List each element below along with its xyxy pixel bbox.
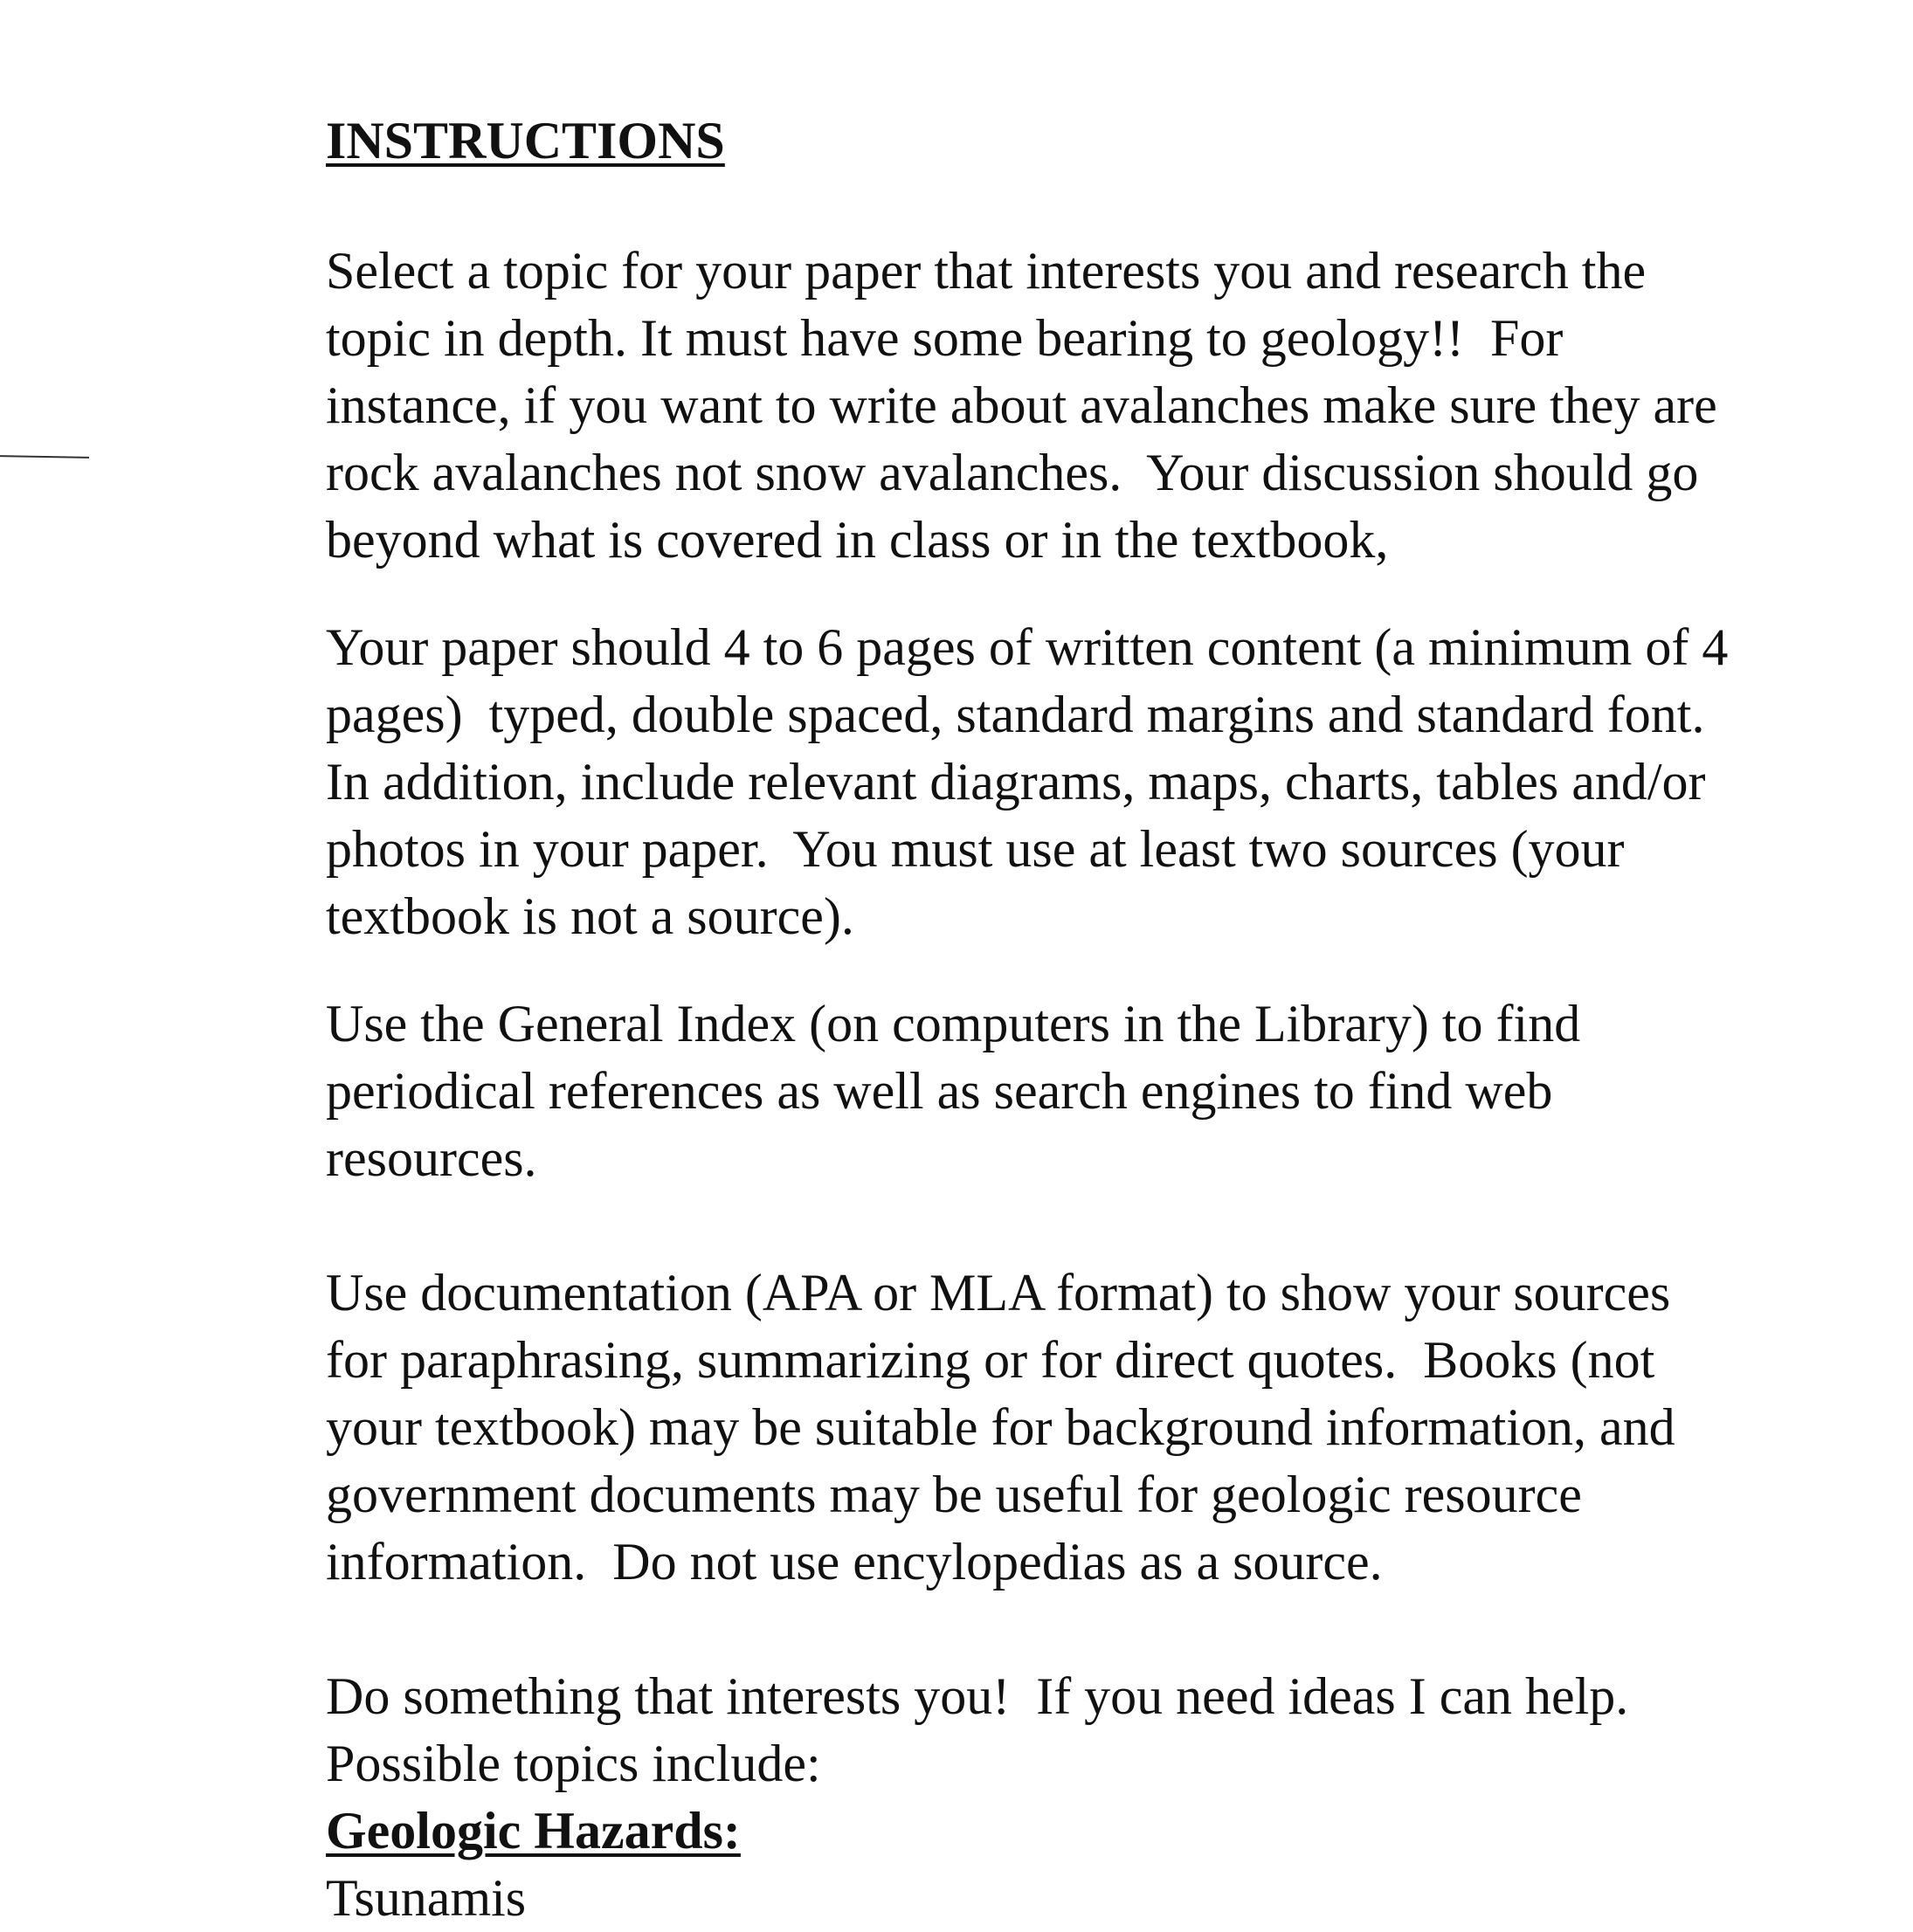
text-line: In addition, include relevant diagrams, maps, charts, tables and/or <box>326 753 1706 811</box>
text-line: your textbook) may be suitable for background information, and <box>326 1398 1675 1456</box>
text-line: Use documentation (APA or MLA format) to show your sources <box>326 1264 1671 1321</box>
text-line: information. Do not use encylopedias as a source. <box>326 1533 1383 1590</box>
paragraph-paper-requirements <box>326 614 1898 950</box>
text-line: rock avalanches not snow avalanches. Your discussion should go <box>326 444 1699 501</box>
text-line: Do something that interests you! If you need ideas I can help. <box>326 1667 1629 1725</box>
paragraph-topic-selection <box>326 238 1898 574</box>
text-line: photos in your paper. You must use at least two sources (your <box>326 820 1625 878</box>
text-line: instance, if you want to write about avalanches make sure they are <box>326 376 1717 434</box>
text-line: Select a topic for your paper that interests you and research the <box>326 242 1647 300</box>
page-title: INSTRUCTIONS <box>326 112 725 169</box>
topics-section-heading: Geologic Hazards: <box>326 1802 741 1860</box>
document-page <box>326 107 1898 1932</box>
paragraph-documentation <box>326 1259 1898 1596</box>
text-line: Use the General Index (on computers in the Library) to find <box>326 995 1581 1052</box>
text-line: for paraphrasing, summarizing or for direct quotes. Books (not <box>326 1331 1655 1389</box>
topic-list-item: Tsunamis <box>326 1869 527 1927</box>
text-line: pages) typed, double spaced, standard margins and standard font. <box>326 686 1705 743</box>
paragraph-research-resources <box>326 990 1898 1192</box>
text-line: Possible topics include: <box>326 1735 821 1792</box>
text-line: topic in depth. It must have some bearing to geology!! For <box>326 309 1564 367</box>
scan-artifact-mark <box>0 455 89 459</box>
paragraph-topic-ideas <box>326 1663 1898 1932</box>
text-line: government documents may be useful for geologic resource <box>326 1466 1582 1523</box>
text-line: Your paper should 4 to 6 pages of written content (a minimum of 4 <box>326 618 1729 676</box>
text-line: beyond what is covered in class or in the textbook, <box>326 511 1389 569</box>
text-line: textbook is not a source). <box>326 887 854 945</box>
text-line: resources. <box>326 1129 537 1187</box>
text-line: periodical references as well as search engines to find web <box>326 1062 1553 1120</box>
